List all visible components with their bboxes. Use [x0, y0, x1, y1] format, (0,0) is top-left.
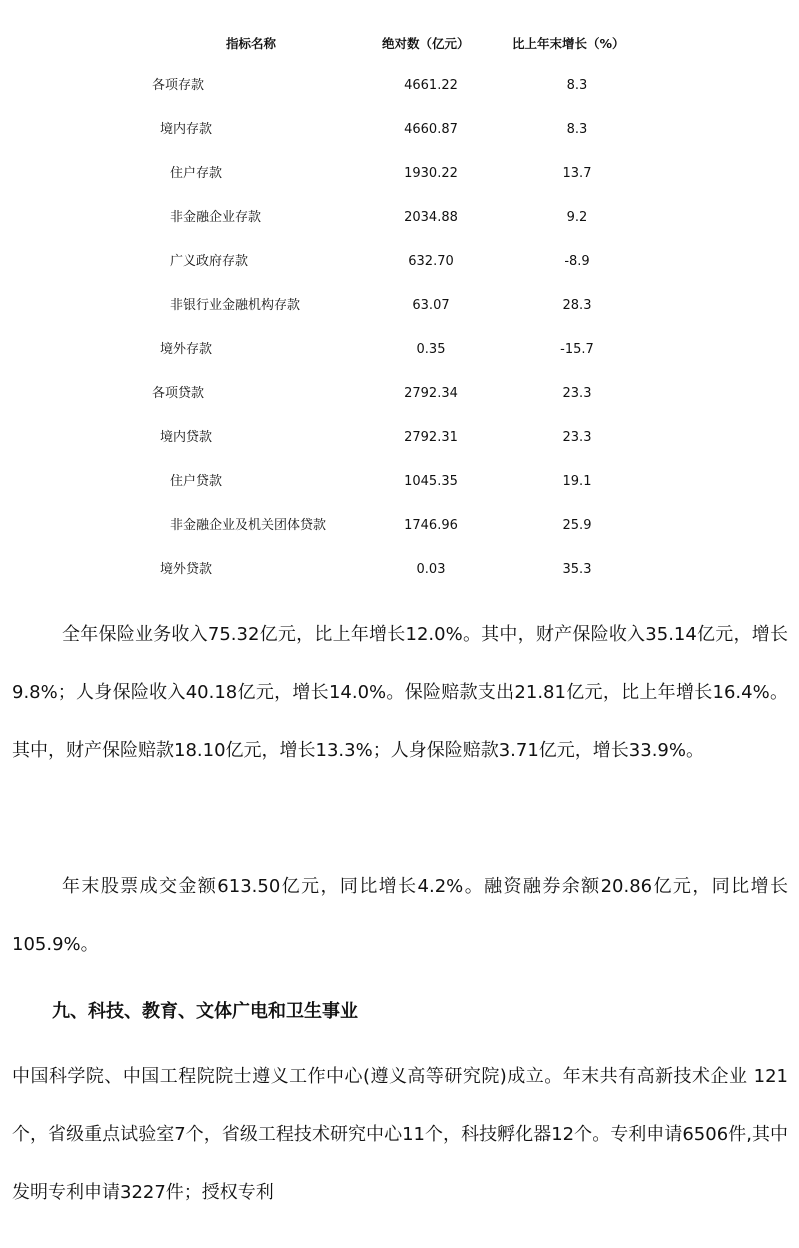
- row-growth-rate: 13.7: [562, 166, 592, 181]
- row-growth-rate: -15.7: [560, 342, 594, 357]
- table-header-row: [0, 34, 799, 78]
- row-indicator-name: 非银行业金融机构存款: [170, 298, 301, 313]
- row-growth-rate: 9.2: [566, 210, 588, 225]
- row-growth-rate: 35.3: [562, 562, 592, 577]
- row-growth-rate: 23.3: [562, 386, 592, 401]
- row-indicator-name: 境外贷款: [160, 562, 213, 577]
- table-row: [0, 384, 799, 428]
- science-paragraph: 中国科学院、中国工程院院士遵义工作中心(遵义高等研究院)成立。年末共有高新技术企业 121 个，省级重点试验室7个，省级工程技术研究中心11个，科技孵化器12个。专利申请6506件,其中发明专利申请3227件；授权专利: [12, 1066, 788, 1203]
- stock-paragraph: 年末股票成交金额613.50亿元，同比增长4.2%。融资融券余额20.86亿元，同比增长105.9%。: [12, 876, 788, 955]
- table-row: [0, 208, 799, 252]
- table-row: [0, 428, 799, 472]
- row-indicator-name: 各项贷款: [152, 386, 205, 401]
- row-absolute-value: 63.07: [412, 298, 450, 313]
- row-growth-rate: 23.3: [562, 430, 592, 445]
- table-row: [0, 296, 799, 340]
- table-row: [0, 340, 799, 384]
- row-absolute-value: 4660.87: [404, 122, 458, 137]
- row-growth-rate: 28.3: [562, 298, 592, 313]
- row-indicator-name: 各项存款: [152, 78, 205, 93]
- row-indicator-name: 住户存款: [170, 166, 223, 181]
- row-indicator-name: 住户贷款: [170, 474, 223, 489]
- row-indicator-name: 境内贷款: [160, 430, 213, 445]
- row-growth-rate: 25.9: [562, 518, 592, 533]
- header-absolute-value: 绝对数（亿元）: [382, 36, 470, 51]
- row-indicator-name: 境外存款: [160, 342, 213, 357]
- row-indicator-name: 广义政府存款: [170, 254, 249, 269]
- row-absolute-value: 632.70: [408, 254, 454, 269]
- table-row: [0, 560, 799, 604]
- table-row: [0, 76, 799, 120]
- header-growth-rate: 比上年末增长（%）: [512, 36, 625, 51]
- row-absolute-value: 0.03: [416, 562, 446, 577]
- header-indicator-name: 指标名称: [226, 36, 277, 51]
- row-growth-rate: 8.3: [566, 78, 588, 93]
- row-absolute-value: 0.35: [416, 342, 446, 357]
- row-absolute-value: 2034.88: [404, 210, 458, 225]
- row-absolute-value: 4661.22: [404, 78, 458, 93]
- row-absolute-value: 2792.34: [404, 386, 458, 401]
- row-indicator-name: 非金融企业及机关团体贷款: [170, 518, 327, 533]
- table-row: [0, 472, 799, 516]
- row-absolute-value: 2792.31: [404, 430, 458, 445]
- table-row: [0, 120, 799, 164]
- row-growth-rate: 8.3: [566, 122, 588, 137]
- row-absolute-value: 1746.96: [404, 518, 458, 533]
- row-indicator-name: 非金融企业存款: [170, 210, 262, 225]
- insurance-paragraph: 全年保险业务收入75.32亿元，比上年增长12.0%。其中，财产保险收入35.14亿元，增长9.8%；人身保险收入40.18亿元，增长14.0%。保险赔款支出21.81亿元，比上年增长16.4%。其中，财产保险赔款18.10亿元，增长13.3%；人身保险赔款3.71亿元，增长33.9%。: [12, 624, 788, 761]
- row-absolute-value: 1930.22: [404, 166, 458, 181]
- table-row: [0, 252, 799, 296]
- table-row: [0, 516, 799, 560]
- row-growth-rate: 19.1: [562, 474, 592, 489]
- row-growth-rate: -8.9: [564, 254, 590, 269]
- row-absolute-value: 1045.35: [404, 474, 458, 489]
- section-heading: 九、科技、教育、文体广电和卫生事业: [52, 1001, 358, 1022]
- row-indicator-name: 境内存款: [160, 122, 213, 137]
- table-row: [0, 164, 799, 208]
